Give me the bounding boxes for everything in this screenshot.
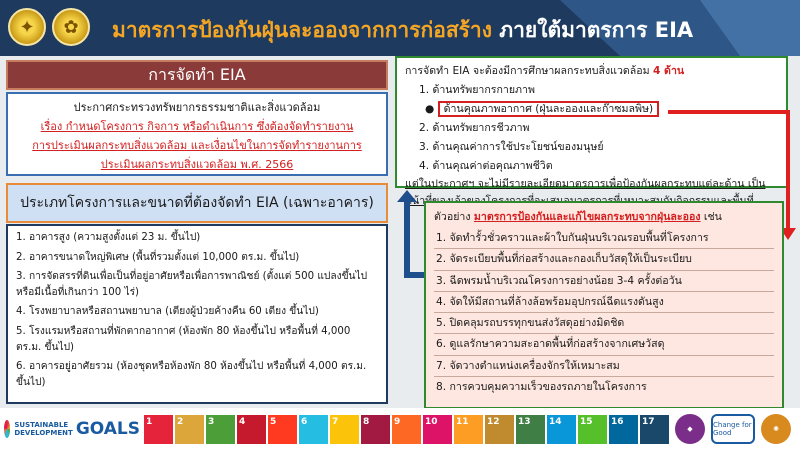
sdg-goal-tile: 16 bbox=[609, 415, 638, 444]
sdg-goal-tile: 12 bbox=[485, 415, 514, 444]
sdg-tiles bbox=[144, 415, 669, 444]
department-logo-icon: ✿ bbox=[52, 8, 90, 46]
sdg-goal-tile: 9 bbox=[392, 415, 421, 444]
list-item: 2. จัดระเบียบพื้นที่ก่อสร้างและกองเก็บวัสดุให้เป็นระเบียบ bbox=[434, 249, 774, 270]
sdg-goal-tile: 4 bbox=[237, 415, 266, 444]
list-item: 5. โรงแรมหรือสถานที่พักตากอากาศ (ห้องพัก 80 ห้องขึ้นไป หรือพื้นที่ 4,000 ตร.ม. ขึ้นไป) bbox=[16, 325, 351, 353]
sdg-goal-tile: 7 bbox=[330, 415, 359, 444]
example-measures-box bbox=[424, 201, 784, 409]
header-bar bbox=[0, 0, 800, 56]
example-header bbox=[434, 206, 774, 228]
announce-line-2: เรื่อง กำหนดโครงการ กิจการ หรือดำเนินการ ซึ่งต้องจัดทำรายงาน bbox=[40, 120, 354, 133]
aspect-item-4: 4. ด้านคุณค่าต่อคุณภาพชีวิต bbox=[419, 160, 553, 172]
sdg-text bbox=[14, 421, 72, 437]
thai-emblem-icon: ✺ bbox=[761, 414, 791, 444]
connector-arrow-blue-horizontal bbox=[404, 272, 424, 278]
sdg-globe-icon bbox=[4, 420, 10, 438]
announcement-box bbox=[6, 92, 388, 176]
connector-arrow-red bbox=[668, 110, 790, 114]
example-prefix: ตัวอย่าง bbox=[434, 211, 471, 223]
list-item: 4. โรงพยาบาลหรือสถานพยาบาล (เตียงผู้ป่วยค้างคืน 60 เตียง ขึ้นไป) bbox=[16, 306, 319, 318]
aspect-item-3: 3. ด้านคุณค่าการใช้ประโยชน์ของมนุษย์ bbox=[419, 141, 604, 153]
footer-bar bbox=[0, 408, 800, 450]
announce-line-1: ประกาศกระทรวงทรัพยากรธรรมชาติและสิ่งแวดล้อม bbox=[73, 101, 321, 114]
aspects-intro-text: การจัดทำ EIA จะต้องมีการศึกษาผลกระทบสิ่งแวดล้อม bbox=[405, 65, 650, 77]
list-item: 6. ดูแลรักษาความสะอาดพื้นที่ก่อสร้างจากเศษวัสดุ bbox=[434, 334, 774, 355]
list-item: 5. ปิดคลุมรถบรรทุกขนส่งวัสดุอย่างมิดชิด bbox=[434, 313, 774, 334]
section-title-eia: การจัดทำ EIA bbox=[6, 60, 388, 90]
sdg-goal-tile: 2 bbox=[175, 415, 204, 444]
sdg-goal-tile: 6 bbox=[299, 415, 328, 444]
list-item: 3. การจัดสรรที่ดินเพื่อเป็นที่อยู่อาศัยหรือเพื่อการพาณิชย์ (ตั้งแต่ 500 แปลงขึ้นไป หรือมีเนื้อที่เกินกว่า 100 ไร่) bbox=[16, 271, 368, 298]
list-item: 1. อาคารสูง (ความสูงตั้งแต่ 23 ม. ขึ้นไป) bbox=[16, 232, 201, 243]
aspects-intro bbox=[405, 62, 778, 81]
aspect-item-2: 2. ด้านทรัพยากรชีวภาพ bbox=[419, 122, 530, 134]
list-item: 6. อาคารอยู่อาศัยรวม (ห้องชุดหรือห้องพัก 80 ห้องขึ้นไป หรือพื้นที่ 4,000 ตร.ม. ขึ้นไป) bbox=[16, 361, 367, 388]
list-item: 4. จัดให้มีสถานที่ล้างล้อพร้อมอุปกรณ์ฉีดแรงดันสูง bbox=[434, 292, 774, 313]
bullet-icon: ● bbox=[425, 103, 435, 115]
sdg-goal-tile: 10 bbox=[423, 415, 452, 444]
page-title bbox=[112, 14, 693, 47]
announce-line-3: การประเมินผลกระทบสิ่งแวดล้อม และเงื่อนไขในการจัดทำรายงานการ bbox=[32, 139, 362, 152]
sdg-goal-tile: 17 bbox=[640, 415, 669, 444]
agency-logo-icon: ◆ bbox=[675, 414, 705, 444]
study-aspects-box bbox=[395, 56, 788, 188]
note-line-1: แต่ในประกาศฯ จะไม่มีรายละเอียดมาตรการเพื่อป้องกันผลกระทบแต่ละด้าน เป็น bbox=[405, 178, 766, 190]
sdg-goal-tile: 1 bbox=[144, 415, 173, 444]
connector-arrow-blue bbox=[404, 198, 410, 278]
sdg-line-2: DEVELOPMENT bbox=[14, 429, 73, 437]
sdg-goal-tile: 14 bbox=[547, 415, 576, 444]
aspects-count: 4 ด้าน bbox=[653, 65, 685, 77]
aspect-item-1: 1. ด้านทรัพยากรกายภาพ bbox=[419, 84, 535, 96]
sdg-goals: GOALS bbox=[75, 419, 140, 439]
sdg-line-1: SUSTAINABLE bbox=[14, 421, 69, 429]
list-item: 2. อาคารขนาดใหญ่พิเศษ (พื้นที่รวมตั้งแต่ 10,000 ตร.ม. ขึ้นไป) bbox=[16, 251, 300, 263]
list-item: 8. การควบคุมความเร็วของรถภายในโครงการ bbox=[436, 381, 647, 394]
project-types-header: ประเภทโครงการและขนาดที่ต้องจัดทำ EIA (เฉพาะอาคาร) bbox=[6, 183, 388, 223]
sdg-goal-tile: 3 bbox=[206, 415, 235, 444]
ministry-logo-icon: ✦ bbox=[8, 8, 46, 46]
arrow-up-icon bbox=[397, 190, 417, 202]
example-suffix: เช่น bbox=[703, 211, 722, 223]
list-item: 1. จัดทำรั้วชั่วคราวและผ้าใบกันฝุ่นบริเวณรอบพื้นที่โครงการ bbox=[434, 228, 774, 249]
sdg-logo bbox=[4, 419, 140, 439]
title-suffix: ภายใต้มาตรการ EIA bbox=[499, 18, 694, 42]
announce-line-4: ประเมินผลกระทบสิ่งแวดล้อม พ.ศ. 2566 bbox=[100, 158, 294, 171]
connector-arrow-red-vertical bbox=[786, 110, 790, 230]
sdg-goal-tile: 8 bbox=[361, 415, 390, 444]
title-main: มาตรการป้องกันฝุ่นละอองจากการก่อสร้าง bbox=[112, 18, 492, 42]
example-title: มาตรการป้องกันและแก้ไขผลกระทบจากฝุ่นละออง bbox=[473, 211, 701, 223]
project-types-list bbox=[6, 224, 388, 404]
change-for-good-logo: Change for Good bbox=[711, 414, 755, 444]
sdg-goal-tile: 5 bbox=[268, 415, 297, 444]
list-item: 3. ฉีดพรมน้ำบริเวณโครงการอย่างน้อย 3-4 ครั้งต่อวัน bbox=[434, 271, 774, 292]
sdg-goal-tile: 11 bbox=[454, 415, 483, 444]
air-quality-highlight: ด้านคุณภาพอากาศ (ฝุ่นละอองและก๊าซมลพิษ) bbox=[438, 101, 659, 117]
list-item: 7. จัดวางตำแหน่งเครื่องจักรให้เหมาะสม bbox=[434, 356, 774, 377]
sdg-goal-tile: 15 bbox=[578, 415, 607, 444]
sdg-goal-tile: 13 bbox=[516, 415, 545, 444]
